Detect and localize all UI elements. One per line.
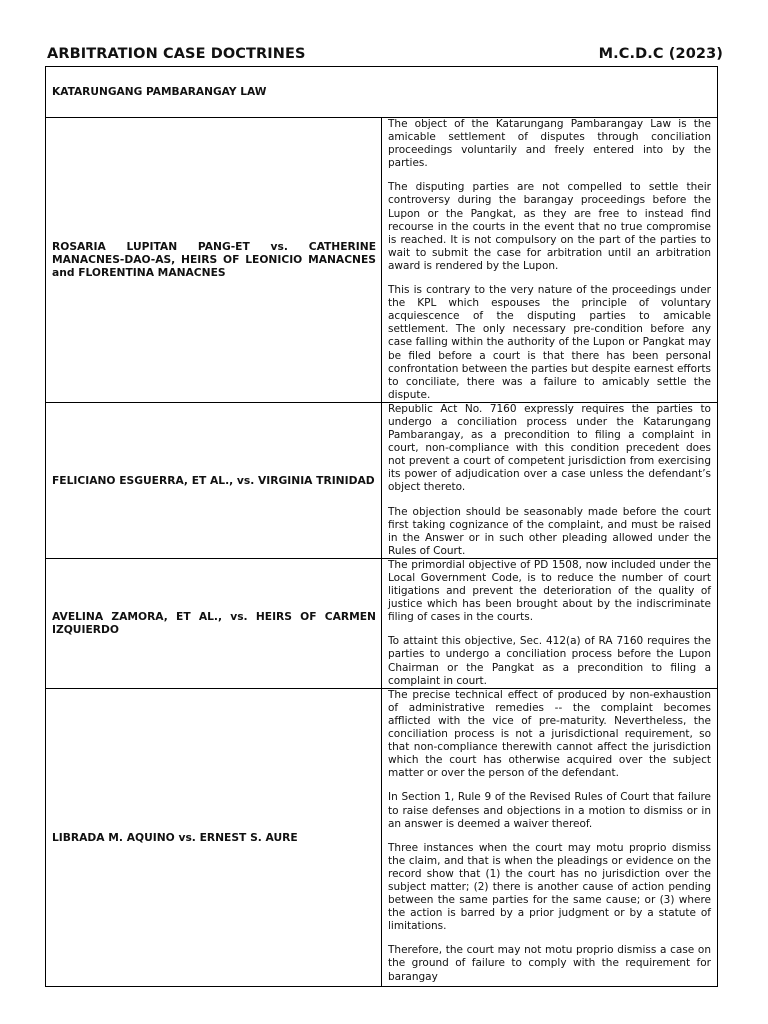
doctrine-paragraph: The primordial objective of PD 1508, now included under the Local Government Code, is to reduce the number of court litigations and prevent the deterioration of the quality of justice which has been brought about by the indiscriminate filing of cases in the courts.: [388, 558, 711, 624]
section-title: KATARUNGANG PAMBARANGAY LAW: [46, 67, 718, 118]
doctrine-paragraph: The objection should be seasonably made before the court first taking cognizance of the complaint, and must be raised in the Answer or in such other pleading allowed under the Rules of Court.: [388, 505, 711, 557]
doctrine-paragraph: To attaint this objective, Sec. 412(a) of RA 7160 requires the parties to undergo a conciliation process before the Lupon Chairman or the Pangkat as a precondition to filing a complaint in court.: [388, 635, 711, 687]
document-title: ARBITRATION CASE DOCTRINES: [47, 46, 306, 62]
doctrine-paragraph: The precise technical effect of produced by non-exhaustion of administrative remedies -- the complaint becomes afflicted with the vice of pre-maturity. Nevertheless, the conciliation process is not a jurisdictional requirement, so that non-compliance therewith cannot affect the jurisdiction which the court has otherwise acquired over the subject matter or over the person of the defendant.: [388, 688, 711, 780]
doctrine-paragraph: In Section 1, Rule 9 of the Revised Rules of Court that failure to raise defenses and objections in a motion to dismiss or in an answer is deemed a waiver thereof.: [388, 791, 711, 830]
table-row: [46, 558, 718, 688]
doctrines-table: [45, 66, 718, 987]
doctrine-paragraph: Republic Act No. 7160 expressly requires the parties to undergo a conciliation process under the Katarungang Pambarangay, as a precondition to filing a complaint in court, non-compliance with this condition precedent does not prevent a court of competent jurisdiction from exercising its power of adjudication over a case unless the defendant’s object thereto.: [388, 402, 711, 494]
case-doctrine: [382, 558, 718, 688]
doctrine-paragraph: This is contrary to the very nature of the proceedings under the KPL which espouses the principle of voluntary acquiescence of the disputing parties to amicable settlement. The only necessary pre-condition before any case falling within the authority of the Lupon or Pangkat may be filed before a court is that there has been personal confrontation between the parties but despite earnest efforts to conciliate, there was a failure to amicably settle the dispute.: [388, 284, 711, 401]
document-author: M.C.D.C (2023): [598, 46, 723, 62]
case-doctrine: [382, 118, 718, 403]
table-row: [46, 688, 718, 986]
doctrine-paragraph: Therefore, the court may not motu proprio dismiss a case on the ground of failure to comply with the requirement for barangay: [388, 944, 711, 983]
case-doctrine: [382, 402, 718, 558]
case-doctrine: [382, 688, 718, 986]
section-row: [46, 67, 718, 118]
case-title: AVELINA ZAMORA, ET AL., vs. HEIRS OF CARMEN IZQUIERDO: [46, 558, 382, 688]
doctrine-paragraph: Three instances when the court may motu proprio dismiss the claim, and that is when the pleadings or evidence on the record show that (1) the court has no jurisdiction over the subject matter; (2) there is another cause of action pending between the same parties for the same cause; or (3) where the action is barred by a prior judgment or by a statute of limitations.: [388, 841, 711, 933]
table-row: [46, 118, 718, 403]
case-title: FELICIANO ESGUERRA, ET AL., vs. VIRGINIA TRINIDAD: [46, 402, 382, 558]
doctrine-paragraph: The object of the Katarungang Pambarangay Law is the amicable settlement of disputes through conciliation proceedings voluntarily and freely entered into by the parties.: [388, 118, 711, 170]
case-title: LIBRADA M. AQUINO vs. ERNEST S. AURE: [46, 688, 382, 986]
case-title: ROSARIA LUPITAN PANG-ET vs. CATHERINE MANACNES-DAO-AS, HEIRS OF LEONICIO MANACNES and FLORENTINA MANACNES: [46, 118, 382, 403]
page-header: [47, 46, 723, 62]
doctrine-paragraph: The disputing parties are not compelled to settle their controversy during the barangay proceedings before the Lupon or the Pangkat, as they are free to instead find recourse in the courts in the event that no true compromise is reached. It is not compulsory on the part of the parties to wait to submit the case for arbitration until an arbitration award is rendered by the Lupon.: [388, 181, 711, 272]
table-row: [46, 402, 718, 558]
